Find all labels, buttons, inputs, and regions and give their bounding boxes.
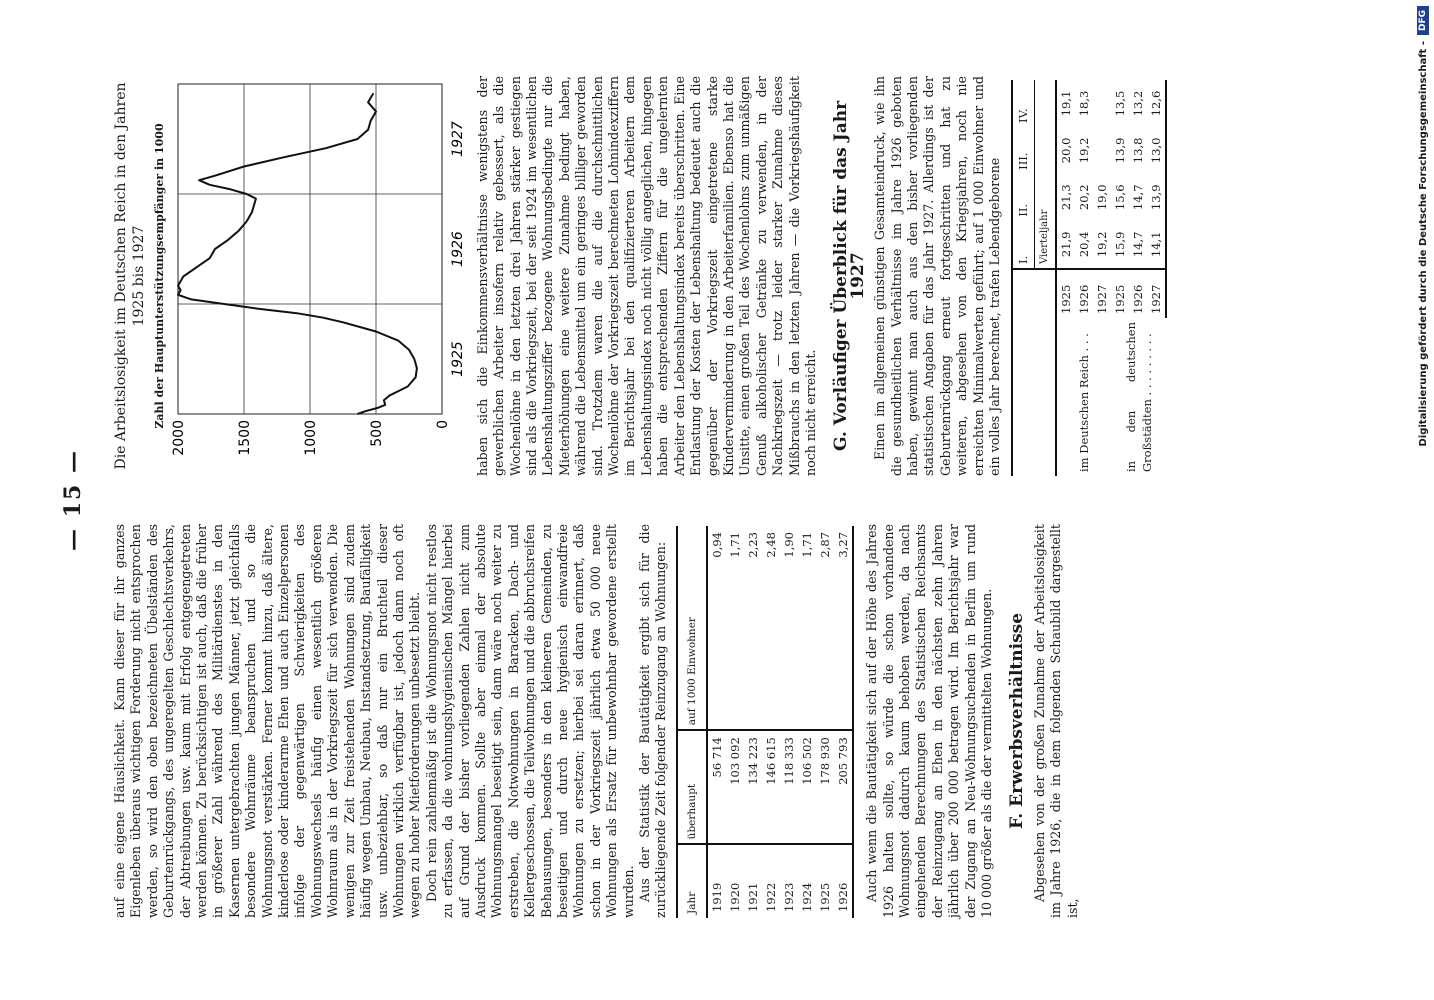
year-cell: 1923 xyxy=(782,882,797,912)
value-cell: 12,6 xyxy=(1147,80,1166,127)
chart-svg xyxy=(170,76,470,476)
table-row xyxy=(1056,80,1075,476)
value-cell: 13,9 xyxy=(1147,174,1166,221)
year-cell: 1925 xyxy=(818,882,833,912)
paragraph: Doch rein zahlenmäßig ist die Wohnungsnot nicht restlos zu erfassen, da die wohnungshygienischen Mängel hierbei auf Grund der bisher vorliegenden Zahlen nicht zum Ausdruck kommen. Sollte aber einmal der absolute Wohnungsmangel beseitigt sein, dann wäre noch weiter zu erstreben, die Notwohnungen in Baracken, Dach- und Kellergeschossen, die Teilwohnungen und die abbruchsreifen Behausungen, besonders in den kleineren Gemeinden, zu beseitigen und durch neue hygienisch einwandfreie Wohnungen zu ersetzen; hierbei sei daran erinnert, daß schon in der Vorkriegszeit jährlich etwa 50 000 neue Wohnungen als Ersatz für unbewohnbar gewordene erstellt wurden. xyxy=(423,524,636,918)
per1000-cell: 1,71 xyxy=(798,526,816,730)
paragraph: Auch wenn die Bautätigkeit sich auf der Höhe des Jahres 1926 halten sollte, so würde die schon vorhandene Wohnungsnot dadurch kaum behoben werden, da nach eingehenden Berechnungen des Statistischen Reichsamts der Reinzugang an Ehen in den nächsten zehn Jahren jährlich über 200 000 betragen wird. Im Berichtsjahr war der Zugang an Neu-Wohnungsuchenden in Berlin um rund 10 000 größer als die der vermittelten Wohnungen. xyxy=(864,524,995,918)
value-cell: 21,3 xyxy=(1059,184,1074,211)
value-cell: 15,6 xyxy=(1113,184,1128,211)
unemployment-series-line xyxy=(178,93,417,414)
region-cell: im Deutschen Reich . . . xyxy=(1077,333,1092,472)
page-number: — 15 — xyxy=(60,449,86,551)
value-cell: 13,5 xyxy=(1113,90,1128,117)
total-cell: 146 615 xyxy=(762,730,780,844)
table-row xyxy=(798,526,816,918)
x-tick-label: 1926 xyxy=(450,231,467,267)
quarter-header: IV. xyxy=(1012,80,1034,127)
chart-title: Die Arbeitslosigkeit im Deutschen Reich in den Jahren 1925 bis 1927 xyxy=(113,82,147,470)
paragraph: auf eine eigene Häuslichkeit. Kann dieser für ihr ganzes Eigenleben überaus wichtigen Forderung nicht entsprochen werden, so wird den oben bezeichneten Übelständen des Geburtenrückgangs, des ungeregelten Geschlechtsverkehrs, der Abtreibungen usw. kaum mit Erfolg entgegengetreten werden können. Zu berücksichtigen ist auch, daß die früher in größerer Zahl während des Militärdienstes in den Kasernen untergebrachten jungen Männer, jetzt gleichfalls besondere Wohnräume beanspruchen und so die Wohnungsnot verstärken. Ferner kommt hinzu, daß ältere, kinderlose oder kinderarme Ehen und auch Einzelpersonen infolge der gegenwärtigen Schwierigkeiten des Wohnungswechsels häufig einen wesentlich größeren Wohnraum als in der Vorkriegszeit für sich verwenden. Die wenigen zur Zeit freistehenden Wohnungen sind zudem häufig wegen Umbau, Neubau, Instandsetzung, Baufälligkeit usw. unbeziehbar, so daß nur ein Bruchteil dieser Wohnungen wirklich verfügbar ist, jedoch dann noch oft wegen zu hoher Mietforderungen unbesetzt bleibt. xyxy=(112,524,423,918)
per1000-cell: 2,48 xyxy=(762,526,780,730)
total-cell: 56 714 xyxy=(707,730,726,844)
per1000-cell: 1,90 xyxy=(780,526,798,730)
y-tick-label: 1000 xyxy=(303,420,320,456)
value-cell: 13,2 xyxy=(1131,90,1146,117)
year-cell: 1926 xyxy=(834,844,853,918)
year-cell: 1927 xyxy=(1093,269,1111,318)
dfg-logo: DFG xyxy=(1417,6,1429,35)
quarter-header: III. xyxy=(1012,127,1034,174)
region-cell: in den deutschen Großstädten . . . . . . . . . xyxy=(1123,322,1154,472)
year-cell: 1925 xyxy=(1056,269,1075,318)
x-tick-label: 1927 xyxy=(450,121,467,157)
quarter-header: I. xyxy=(1012,221,1034,269)
year-cell: 1919 xyxy=(710,882,725,912)
births-table xyxy=(1011,80,1167,476)
empty-header xyxy=(1034,269,1056,318)
credit-text: Digitalisierung gefördert durch die Deutsche Forschungsgemeinschaft - xyxy=(1417,41,1429,447)
paragraph: Einen im allgemeinen günstigen Gesamteindruck, wie ihn die gesundheitlichen Verhältnisse im Jahre 1926 geboten haben, gewinnt man auch aus den bisher vorliegenden statistischen Angaben für das Jahr 1927. Allerdings ist der Geburtenrückgang erneut fortgeschritten und hat zu weiteren, abgesehen von den Kriegsjahren, noch nie erreichten Minimalwerten geführt; auf 1 000 Einwohner und ein volles Jahr berechnet, trafen Lebendgeborene xyxy=(872,76,1002,476)
year-cell: 1921 xyxy=(746,882,761,912)
value-cell: 14,7 xyxy=(1131,184,1146,211)
value-cell xyxy=(1093,127,1111,174)
total-cell: 178 930 xyxy=(816,730,834,844)
table-row xyxy=(816,526,834,918)
per1000-cell: 2,87 xyxy=(816,526,834,730)
table-row xyxy=(744,526,762,918)
value-cell: 19,2 xyxy=(1077,137,1092,164)
left-column xyxy=(112,524,1081,918)
empty-header xyxy=(1012,269,1034,318)
paragraph: Aus der Statistik der Bautätigkeit ergibt sich für die zurückliegende Zeit folgender Reinzugang an Wohnungen: xyxy=(637,524,669,918)
year-cell: 1926 xyxy=(1075,269,1093,318)
value-cell: 20,0 xyxy=(1059,137,1074,164)
quarter-label: Vierteljahr xyxy=(1034,80,1056,269)
column-header-year: Jahr xyxy=(677,844,707,918)
empty-header xyxy=(1034,318,1056,476)
column-header-per1000: auf 1000 Einwohner xyxy=(677,526,707,730)
year-cell: 1924 xyxy=(800,882,815,912)
paragraph: haben sich die Einkommensverhältnisse wenigstens der gewerblichen Arbeiter insofern relativ gebessert, als die Wochenlöhne in den letzten drei Jahren stärker gestiegen sind als die Vorkriegszeit, bei der seit 1924 im wesentlichen Lebenshaltungsziffer bezogene Wohnungsbedingte nur die Mieterhöhungen eine weitere Zunahme bedingt haben, während die Lebensmittel um ein geringes billiger geworden sind. Trotzdem waren die auf die durchschnittlichen Wochenlöhne der Vorkriegszeit berechneten Lohnindexziffern im Berichtsjahr bei den qualifizierteren Arbeitern dem Lebenshaltungsindex noch nicht völlig angeglichen, hingegen haben die entsprechenden Ziffern für die ungelernten Arbeiter den Lebenshaltungsindex bereits überschritten. Eine Entlastung der Kosten der Lebenshaltung bedeutet auch die gegenüber der Vorkriegszeit eingetretene starke Kinderverminderung in den Arbeiterfamilien. Ebenso hat die Unsitte, einen großen Teil des Wochenlohns zum unmäßigen Genuß alkoholischer Getränke zu verwenden, in der Nachkriegszeit — trotz leider starker Zunahme dieses Mißbrauchs in den letzten Jahren — die Vorkriegshäufigkeit noch nicht erreicht. xyxy=(474,76,818,476)
value-cell: 13,0 xyxy=(1147,127,1166,174)
year-cell: 1925 xyxy=(1111,269,1129,318)
value-cell: 14,7 xyxy=(1131,231,1146,258)
year-cell: 1926 xyxy=(1129,269,1147,318)
value-cell xyxy=(1093,80,1111,127)
value-cell: 19,1 xyxy=(1059,90,1074,117)
value-cell: 18,3 xyxy=(1077,90,1092,117)
total-cell: 106 502 xyxy=(798,730,816,844)
year-cell: 1920 xyxy=(728,882,743,912)
section-g-heading: G. Vorläufiger Überblick für das Jahr 1927 xyxy=(831,100,868,452)
axis-layer xyxy=(171,84,466,456)
column-header-total: überhaupt xyxy=(677,730,707,844)
value-cell: 20,4 xyxy=(1077,231,1092,258)
x-tick-label: 1925 xyxy=(450,341,467,377)
total-cell: 205 793 xyxy=(834,730,853,844)
total-cell: 103 092 xyxy=(726,730,744,844)
total-cell: 134 223 xyxy=(744,730,762,844)
value-cell: 19,2 xyxy=(1095,231,1110,258)
empty-header xyxy=(1012,318,1034,476)
per1000-cell: 1,71 xyxy=(726,526,744,730)
table-row xyxy=(1111,80,1129,476)
total-cell: 118 333 xyxy=(780,730,798,844)
per1000-cell: 3,27 xyxy=(834,526,853,730)
y-tick-label: 2000 xyxy=(171,420,188,456)
per1000-cell: 2,23 xyxy=(744,526,762,730)
value-cell: 19,0 xyxy=(1095,184,1110,211)
grid-layer xyxy=(178,84,442,414)
year-cell: 1922 xyxy=(764,882,779,912)
credit-strip xyxy=(1413,0,1433,1000)
value-cell: 13,9 xyxy=(1113,137,1128,164)
table-row xyxy=(707,526,726,918)
line-layer xyxy=(178,93,417,414)
housing-table xyxy=(676,526,854,918)
value-cell: 13,8 xyxy=(1131,137,1146,164)
section-f-heading: F. Erwerbsverhältnisse xyxy=(1007,612,1028,830)
table-row xyxy=(726,526,744,918)
value-cell: 15,9 xyxy=(1113,231,1128,258)
per1000-cell: 0,94 xyxy=(707,526,726,730)
value-cell: 21,9 xyxy=(1059,231,1074,258)
quarter-header: II. xyxy=(1012,174,1034,221)
table-row xyxy=(834,526,853,918)
value-cell: 20,2 xyxy=(1077,184,1092,211)
table-row xyxy=(780,526,798,918)
y-tick-label: 0 xyxy=(435,420,452,429)
chart-subtitle: Zahl der Hauptunterstützungsempfänger in 1000 xyxy=(153,123,166,429)
paragraph: Abgesehen von der großen Zunahme der Arbeitslosigkeit im Jahre 1926, die in dem folgenden Schaubild dargestellt ist, xyxy=(1031,524,1080,918)
y-tick-label: 1500 xyxy=(237,420,254,456)
table-row xyxy=(762,526,780,918)
value-cell: 14,1 xyxy=(1147,221,1166,269)
unemployment-chart xyxy=(170,76,474,476)
right-column xyxy=(112,76,1167,476)
y-tick-label: 500 xyxy=(369,420,386,447)
year-cell: 1927 xyxy=(1147,269,1166,318)
credit-line xyxy=(1413,0,1433,1000)
